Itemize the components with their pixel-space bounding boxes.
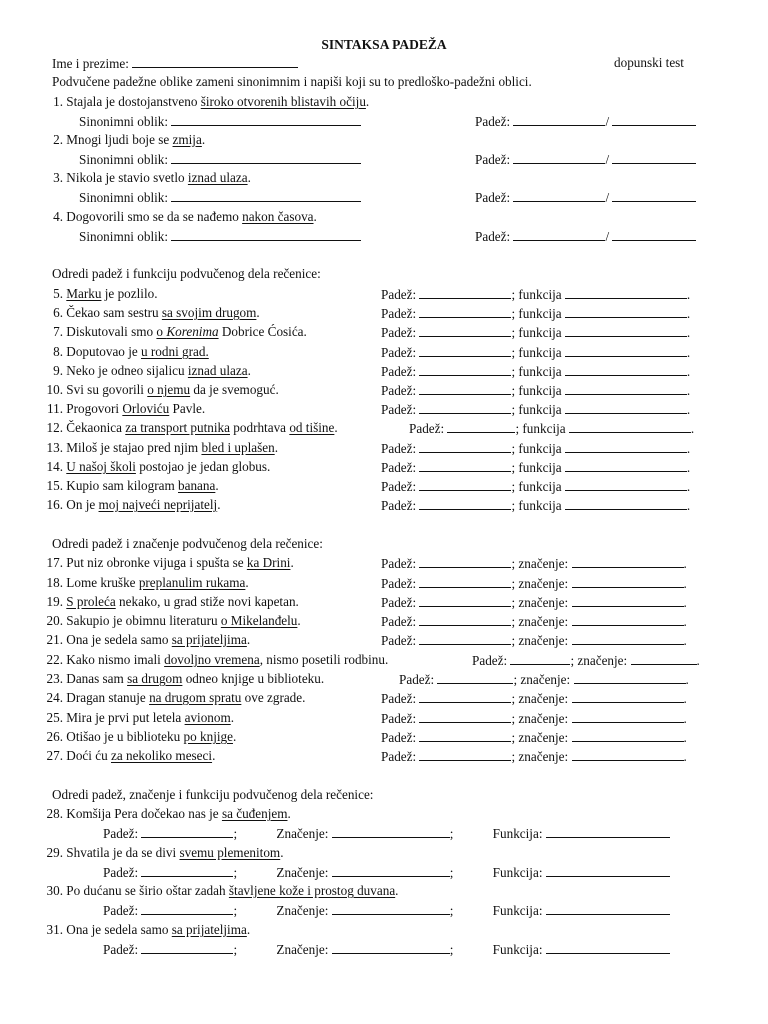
instruction-2: Odredi padež i funkciju podvučenog dela rečenice: [52,266,321,281]
question-11: 11. Progovori Orloviću Pavle. [47,401,206,416]
answer-row-24: Padež: ; značenje: . [381,691,687,706]
meaning-field[interactable] [332,864,450,877]
case-field-2[interactable] [612,151,696,164]
question-30: 30. Po dućanu se širio oštar zadah štavljene kože i prostog duvana. [46,883,399,898]
case-field[interactable] [419,344,511,357]
question-9: 9. Neko je odneo sijalicu iznad ulaza. [53,363,251,378]
meaning-field[interactable] [572,632,684,645]
synonym-field[interactable] [171,113,361,126]
function-field[interactable] [546,864,670,877]
function-field[interactable] [569,420,691,433]
case-field[interactable] [419,613,511,626]
name-row [52,55,298,72]
case-field[interactable] [419,459,511,472]
synonym-field[interactable] [171,189,361,202]
function-field[interactable] [565,305,687,318]
synonym-field[interactable] [171,151,361,164]
question-24: 24. Dragan stanuje na drugom spratu ove zgrade. [46,690,306,705]
answer-row-14: Padež: ; funkcija . [381,460,691,475]
function-field[interactable] [565,344,687,357]
question-8: 8. Doputovao je u rodni grad. [53,344,209,359]
underlined-phrase: nakon časova [242,209,314,224]
case-field[interactable] [513,151,605,164]
answer-row-20: Padež: ; značenje: . [381,614,687,629]
meaning-field[interactable] [332,825,450,838]
case-row-3: Padež: / [475,189,696,206]
synonym-row-4 [79,228,361,245]
case-field[interactable] [419,555,511,568]
answer-row-9: Padež: ; funkcija . [381,364,691,379]
answer-row-25: Padež: ; značenje: . [381,711,687,726]
case-field[interactable] [141,864,233,877]
question-28: 28. Komšija Pera dočekao nas je sa čuđenjem. [46,806,291,821]
instruction-1: Podvučene padežne oblike zameni sinonimnim i napiši koji su to predloško-padežni oblici. [52,74,532,89]
case-field-2[interactable] [612,228,696,241]
instruction-4: Odredi padež, značenje i funkciju podvučenog dela rečenice: [52,787,374,802]
case-field[interactable] [510,652,570,665]
synonym-row-1 [79,113,361,130]
answer-row-31: Padež: ; Značenje: ; Funkcija: [103,941,670,958]
case-field[interactable] [419,690,511,703]
synonym-row-3 [79,189,361,206]
case-field[interactable] [419,401,511,414]
meaning-field[interactable] [572,710,684,723]
function-field[interactable] [565,497,687,510]
meaning-field[interactable] [572,575,684,588]
question-7: 7. Diskutovali smo o Korenima Dobrice Ćosića. [53,324,307,339]
case-field[interactable] [447,420,515,433]
answer-row-13: Padež: ; funkcija . [381,441,691,456]
synonym-label: Sinonimni oblik: [79,229,169,244]
function-field[interactable] [546,902,670,915]
answer-row-19: Padež: ; značenje: . [381,595,687,610]
function-field[interactable] [546,941,670,954]
case-field[interactable] [419,632,511,645]
q-number: 2. [53,132,63,147]
case-field[interactable] [513,189,605,202]
underlined-phrase: široko otvorenih blistavih očiju [200,94,366,109]
instruction-3: Odredi padež i značenje podvučenog dela rečenice: [52,536,323,551]
name-label: Ime i prezime: [52,56,129,71]
case-field-2[interactable] [612,189,696,202]
meaning-field[interactable] [631,652,697,665]
case-row-4: Padež: / [475,228,696,245]
answer-row-22: Padež: ; značenje: . [472,653,700,668]
synonym-row-2 [79,151,361,168]
function-field[interactable] [565,401,687,414]
question-1: 1. Stajala je dostojanstveno široko otvorenih blistavih očiju. [41,94,369,110]
answer-row-21: Padež: ; značenje: . [381,633,687,648]
answer-row-10: Padež: ; funkcija . [381,383,691,398]
q-number: 4. [53,209,63,224]
case-field[interactable] [419,497,511,510]
case-field[interactable] [437,671,513,684]
answer-row-8: Padež: ; funkcija . [381,345,691,360]
answer-row-7: Padež: ; funkcija . [381,325,691,340]
function-field[interactable] [565,440,687,453]
question-16: 16. On je moj najveći neprijatelj. [46,497,221,512]
answer-row-28: Padež: ; Značenje: ; Funkcija: [103,825,670,842]
case-field[interactable] [419,478,511,491]
meaning-field[interactable] [572,613,684,626]
question-3: 3. Nikola je stavio svetlo iznad ulaza. [41,170,251,186]
question-19: 19. S proleća nekako, u grad stiže novi kapetan. [46,594,299,609]
function-field[interactable] [565,324,687,337]
question-18: 18. Lome kruške preplanulim rukama. [46,575,249,590]
meaning-field[interactable] [574,671,686,684]
case-field[interactable] [419,363,511,376]
q-number: 3. [53,170,63,185]
function-field[interactable] [565,382,687,395]
case-row-2: Padež: / [475,151,696,168]
question-20: 20. Sakupio je obimnu literaturu o Mikelanđelu. [46,613,301,628]
page-title: SINTAKSA PADEŽA [321,37,447,52]
case-field[interactable] [513,113,605,126]
answer-row-15: Padež: ; funkcija . [381,479,691,494]
question-29: 29. Shvatila je da se divi svemu plemenitom. [46,845,284,860]
name-field[interactable] [132,55,298,68]
test-type: dopunski test [614,55,684,70]
meaning-field[interactable] [572,690,684,703]
case-field[interactable] [141,941,233,954]
answer-row-18: Padež: ; značenje: . [381,576,687,591]
case-field[interactable] [419,382,511,395]
synonym-label: Sinonimni oblik: [79,114,169,129]
question-13: 13. Miloš je stajao pred njim bled i uplašen. [46,440,278,455]
case-field[interactable] [419,305,511,318]
answer-row-17: Padež: ; značenje: . [381,556,687,571]
case-field[interactable] [419,575,511,588]
meaning-field[interactable] [572,729,684,742]
answer-row-6: Padež: ; funkcija . [381,306,691,321]
case-field[interactable] [141,825,233,838]
question-4: 4. Dogovorili smo se da se nađemo nakon časova. [41,209,317,225]
question-17: 17. Put niz obronke vijuga i spušta se ka Drini. [46,555,294,570]
case-field[interactable] [141,902,233,915]
question-2: 2. Mnogi ljudi boje se zmija. [41,132,205,148]
answer-row-23: Padež: ; značenje: . [399,672,689,687]
answer-row-29: Padež: ; Značenje: ; Funkcija: [103,864,670,881]
answer-row-12: Padež: ; funkcija . [409,421,695,436]
question-23: 23. Danas sam sa drugom odneo knjige u biblioteku. [46,671,325,686]
question-27: 27. Doći ću za nekoliko meseci. [46,748,216,763]
synonym-label: Sinonimni oblik: [79,152,169,167]
underlined-phrase: iznad ulaza [187,170,248,185]
question-21: 21. Ona je sedela samo sa prijateljima. [46,632,251,647]
answer-row-26: Padež: ; značenje: . [381,730,687,745]
question-31: 31. Ona je sedela samo sa prijateljima. [46,922,251,937]
meaning-field[interactable] [332,941,450,954]
function-field[interactable] [565,478,687,491]
case-row-1: Padež: / [475,113,696,130]
meaning-field[interactable] [572,594,684,607]
underlined-phrase: zmija [172,132,202,147]
case-field[interactable] [419,286,511,299]
meaning-field[interactable] [572,555,684,568]
case-field[interactable] [419,748,511,761]
case-field[interactable] [419,324,511,337]
function-field[interactable] [565,286,687,299]
question-14: 14. U našoj školi postojao je jedan globus. [46,459,271,474]
question-22: 22. Kako nismo imali dovoljno vremena, nismo posetili rodbinu. [46,652,389,667]
function-field[interactable] [546,825,670,838]
synonym-label: Sinonimni oblik: [79,190,169,205]
answer-row-30: Padež: ; Značenje: ; Funkcija: [103,902,670,919]
case-field[interactable] [513,228,605,241]
q-number: 1. [53,94,63,109]
case-field[interactable] [419,729,511,742]
question-6: 6. Čekao sam sestru sa svojim drugom. [53,305,260,320]
case-field-2[interactable] [612,113,696,126]
answer-row-27: Padež: ; značenje: . [381,749,687,764]
answer-row-16: Padež: ; funkcija . [381,498,691,513]
case-field[interactable] [419,440,511,453]
question-26: 26. Otišao je u biblioteku po knjige. [46,729,237,744]
question-5: 5. Marku je pozlilo. [53,286,158,301]
case-field[interactable] [419,710,511,723]
question-12: 12. Čekaonica za transport putnika podrhtava od tišine. [46,420,338,435]
meaning-field[interactable] [332,902,450,915]
question-10: 10. Svi su govorili o njemu da je svemoguć. [46,382,279,397]
question-15: 15. Kupio sam kilogram banana. [46,478,219,493]
function-field[interactable] [565,459,687,472]
question-25: 25. Mira je prvi put letela avionom. [46,710,235,725]
answer-row-5: Padež: ; funkcija . [381,287,691,302]
synonym-field[interactable] [171,228,361,241]
meaning-field[interactable] [572,748,684,761]
function-field[interactable] [565,363,687,376]
answer-row-11: Padež: ; funkcija . [381,402,691,417]
case-field[interactable] [419,594,511,607]
